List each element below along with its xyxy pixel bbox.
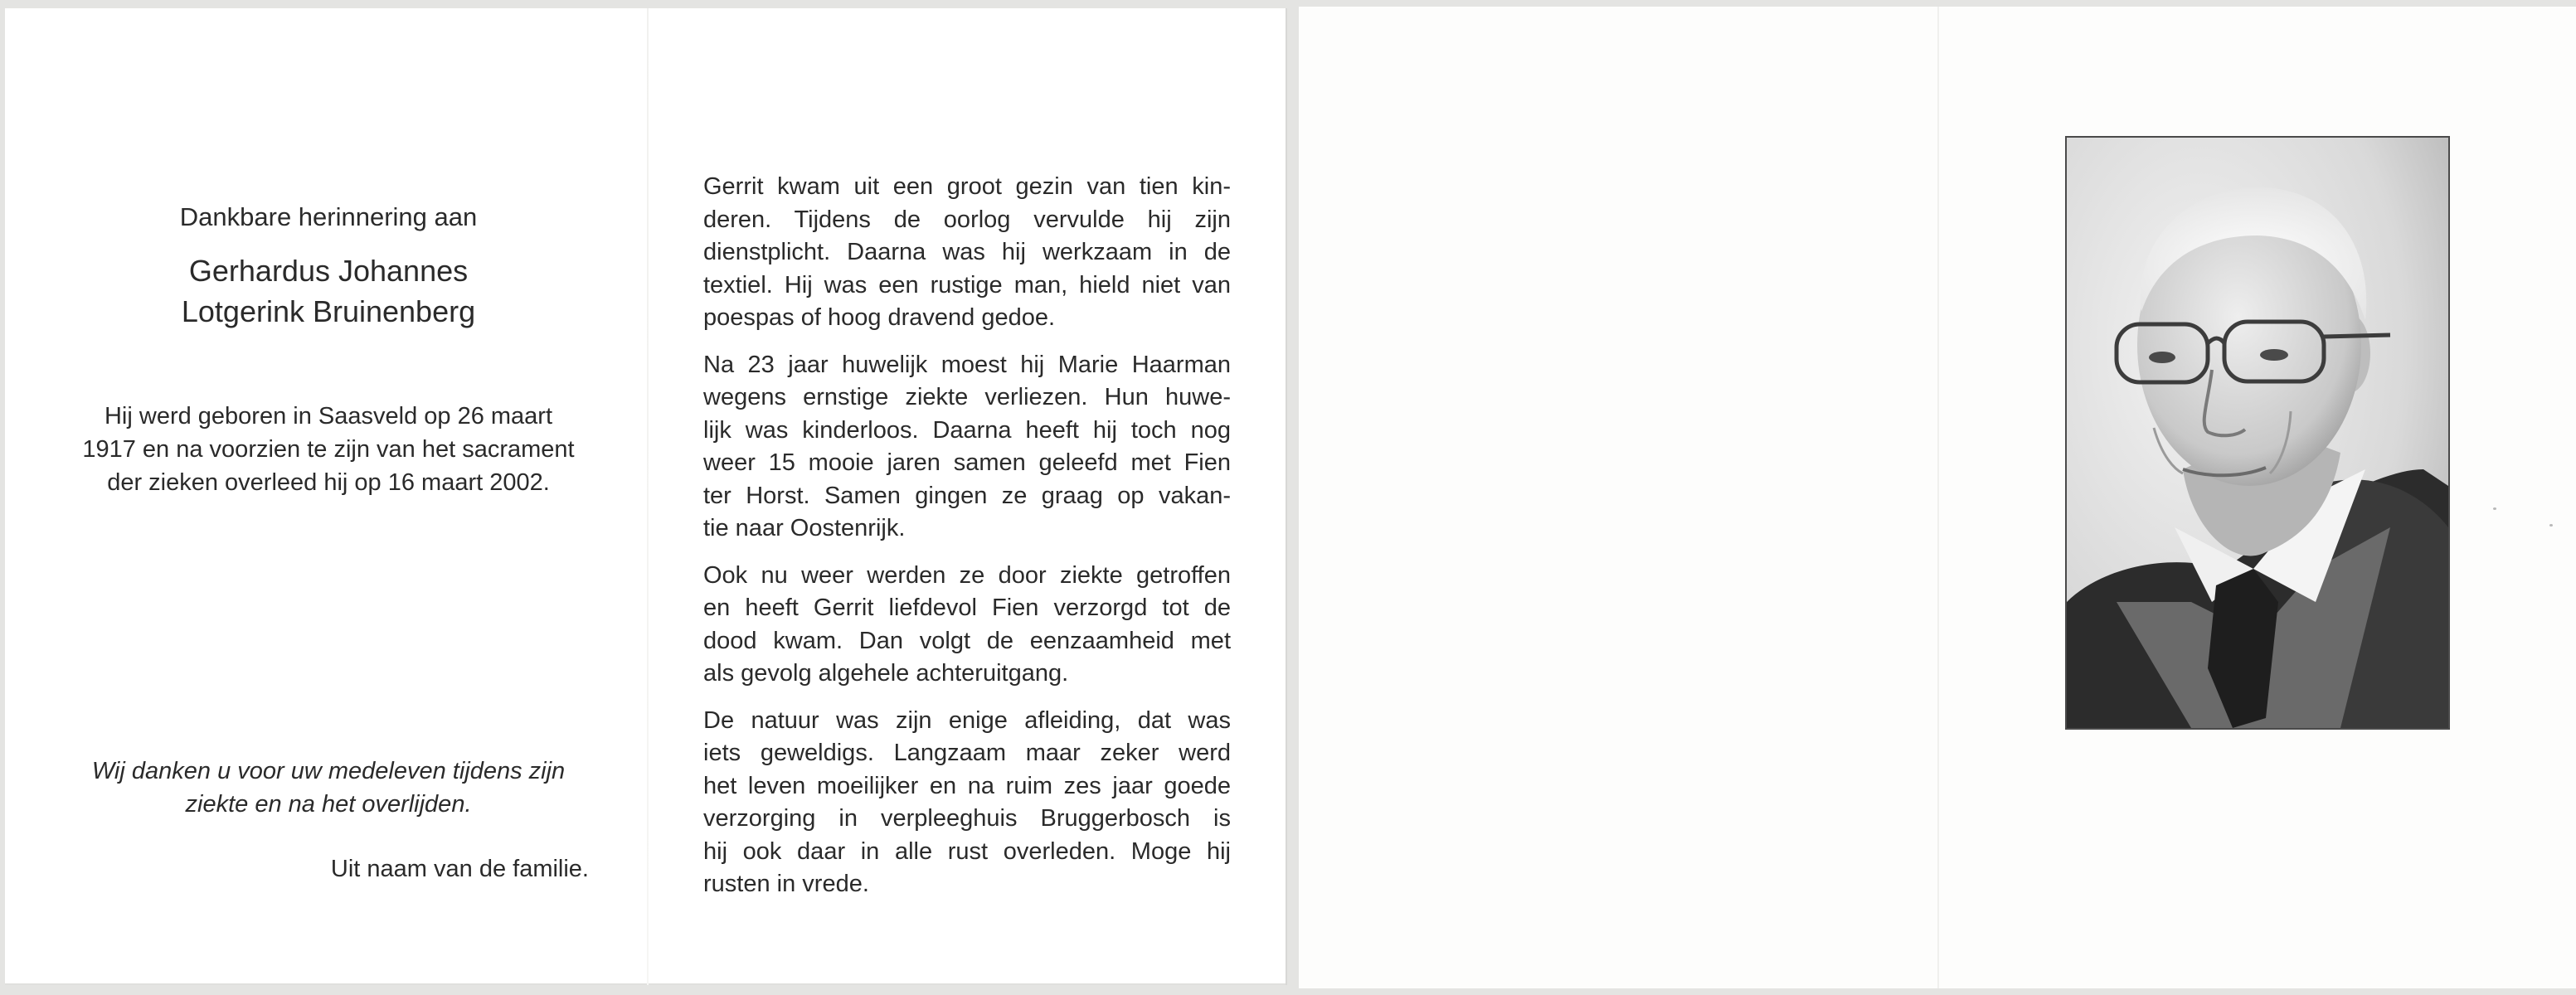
bio-line: en heeft Gerrit liefdevol Fien verzorgd tot de (703, 595, 1231, 621)
birth-line: der zieken overleed hij op 16 maart 2002. (107, 469, 550, 496)
memorial-card-inside (5, 8, 1287, 985)
birth-death-text (30, 400, 627, 499)
name-line: Lotgerink Bruinenberg (181, 294, 476, 328)
name-line: Gerhardus Johannes (188, 254, 469, 288)
biography (703, 171, 1231, 915)
memorial-card-cover (1299, 7, 2576, 988)
card-fold (647, 8, 649, 985)
bio-line: ter Horst. Samen gingen ze graag op vakan- (703, 482, 1231, 509)
thanks-line: Wij danken u voor uw medeleven tijdens zijn (91, 758, 566, 784)
thanks-line: ziekte en na het overlijden. (185, 791, 472, 818)
bio-line: poespas of hoog dravend gedoe. (703, 304, 1056, 331)
bio-line: rusten in vrede. (703, 871, 869, 897)
bio-line: hij ook daar in alle rust overleden. Moge hij (703, 837, 1231, 865)
bio-line: iets geweldigs. Langzaam maar zeker werd (703, 740, 1231, 766)
intro-text: Dankbare herinnering aan (179, 202, 478, 231)
bio-line: het leven moeilijker en na ruim zes jaar goede (703, 772, 1231, 799)
bio-paragraph (703, 349, 1231, 546)
bio-line: wegens ernstige ziekte verliezen. Hun huwe- (703, 384, 1231, 410)
bio-line: dienstplicht. Daarna was hij werkzaam in de (703, 239, 1231, 265)
bio-line: textiel. Hij was een rustige man, hield niet van (703, 271, 1231, 298)
bio-line: lijk was kinderloos. Daarna heeft hij toch nog (703, 416, 1231, 444)
deceased-name (38, 250, 619, 332)
bio-paragraph (703, 560, 1231, 691)
bio-line: dood kwam. Dan volgt de eenzaamheid met (703, 627, 1231, 654)
portrait-photo (2065, 136, 2450, 730)
family-signature: Uit naam van de familie. (330, 856, 589, 882)
card-fold (1937, 7, 1939, 988)
bio-line: deren. Tijdens de oorlog vervulde hij zijn (703, 206, 1231, 233)
thanks-text (30, 755, 627, 821)
bio-line: De natuur was zijn enige afleiding, dat was (703, 706, 1231, 734)
bio-line: Na 23 jaar huwelijk moest hij Marie Haarman (703, 351, 1231, 378)
bio-line: tie naar Oostenrijk. (703, 515, 906, 541)
paper-speck (2549, 524, 2553, 527)
bio-line: als gevolg algehele achteruitgang. (703, 660, 1069, 687)
birth-line: 1917 en na voorzien te zijn van het sacrament (82, 436, 575, 463)
bio-line: Ook nu weer werden ze door ziekte getroffen (703, 561, 1231, 589)
bio-paragraph (703, 705, 1231, 901)
birth-line: Hij werd geboren in Saasveld op 26 maart (104, 403, 553, 430)
bio-line: weer 15 mooie jaren samen geleefd met Fien (703, 449, 1231, 476)
bio-line: Gerrit kwam uit een groot gezin van tien kin- (703, 173, 1231, 200)
bio-line: verzorging in verpleeghuis Bruggerbosch is (703, 805, 1231, 832)
bio-paragraph (703, 171, 1231, 335)
paper-speck (2493, 507, 2496, 510)
